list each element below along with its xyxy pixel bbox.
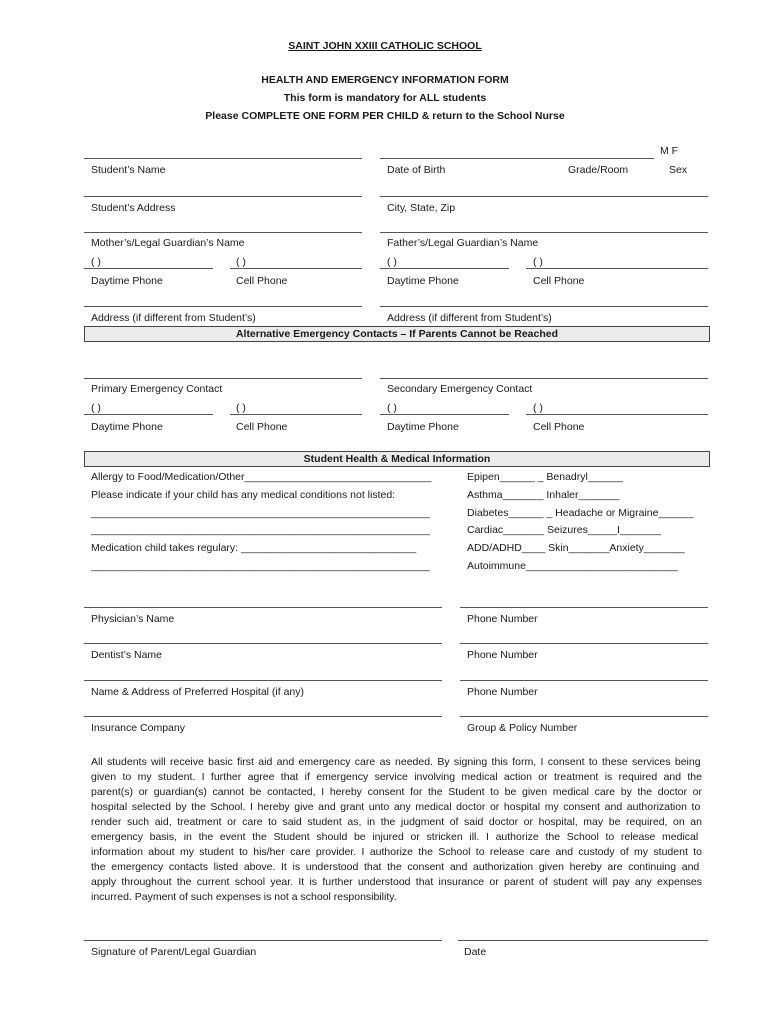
father-label: Father’s/Legal Guardian’s Name	[387, 237, 539, 249]
consent-line: the emergency contacts listed above. It is understood that the consent and authorization given hereby are continuing and	[91, 861, 700, 873]
primary-daytime-paren: ( )	[91, 402, 101, 414]
school-name: SAINT JOHN XXIII CATHOLIC SCHOOL	[288, 40, 482, 52]
dentist-label: Dentist’s Name	[91, 649, 162, 661]
secondary-daytime-label: Daytime Phone	[387, 421, 459, 433]
consent-line: incurred. Payment of such expenses is not a school responsibility.	[91, 891, 397, 903]
hospital-field[interactable]	[84, 680, 442, 681]
consent-line: All students will receive basic first aid and emergency care as needed. By signing this form, I consent to these services being	[91, 756, 701, 768]
checklist-diabetes[interactable]: Diabetes______ _ Headache or Migraine______	[467, 507, 694, 519]
mother-cell-phone-field[interactable]	[230, 268, 362, 269]
mandatory-note: This form is mandatory for ALL students	[283, 92, 487, 104]
allergy-field[interactable]: Allergy to Food/Medication/Other________________________________	[91, 471, 432, 483]
primary-cell-phone-field[interactable]	[230, 414, 362, 415]
emergency-section-header: Alternative Emergency Contacts – If Parents Cannot be Reached	[84, 326, 710, 342]
mother-cell-paren: ( )	[236, 256, 246, 268]
mother-name-field[interactable]	[84, 232, 362, 233]
physician-phone-field[interactable]	[460, 607, 708, 608]
father-cell-paren: ( )	[533, 256, 543, 268]
policy-label: Group & Policy Number	[467, 722, 578, 734]
secondary-cell-label: Cell Phone	[533, 421, 585, 433]
secondary-cell-paren: ( )	[533, 402, 543, 414]
city-field[interactable]	[380, 196, 708, 197]
primary-cell-label: Cell Phone	[236, 421, 288, 433]
checklist-epipen[interactable]: Epipen______ _ Benadryl______	[467, 471, 623, 483]
consent-line: parent(s) or guardian(s) cannot be contacted, I hereby consent for the Student to be given medical care by the doctor or	[91, 786, 702, 798]
mother-label: Mother’s/Legal Guardian’s Name	[91, 237, 245, 249]
consent-line: given to my student. I further agree that if emergency service involving medical action or treatment is required and the	[91, 771, 702, 783]
mother-daytime-paren: ( )	[91, 256, 101, 268]
dentist-phone-field[interactable]	[460, 643, 708, 644]
dob-grade-field[interactable]	[380, 158, 654, 159]
conditions-line-1[interactable]: __________________________________________________________	[91, 507, 430, 519]
secondary-daytime-paren: ( )	[387, 402, 397, 414]
primary-daytime-label: Daytime Phone	[91, 421, 163, 433]
secondary-contact-label: Secondary Emergency Contact	[387, 383, 533, 395]
physician-field[interactable]	[84, 607, 442, 608]
father-cell-phone-field[interactable]	[526, 268, 708, 269]
consent-line: render such aid, treatment or care to said student as, in the judgment of said doctor or hospital, may be required, on an	[91, 816, 702, 828]
medication-line-2[interactable]: __________________________________________________________	[91, 560, 430, 572]
checklist-asthma[interactable]: Asthma_______ Inhaler_______	[467, 489, 620, 501]
checklist-autoimmune[interactable]: Autoimmune__________________________	[467, 560, 678, 572]
grade-label: Grade/Room	[568, 164, 629, 176]
insurance-field[interactable]	[84, 716, 442, 717]
mother-cell-label: Cell Phone	[236, 275, 288, 287]
student-address-field[interactable]	[84, 196, 362, 197]
consent-line: emergency basis, in the event the Student should be injured or stricken ill. I authorize the School to release medical	[91, 831, 699, 843]
mother-address-field[interactable]	[84, 306, 362, 307]
primary-daytime-phone-field[interactable]	[84, 414, 213, 415]
consent-line: apply throughout the current school year. It is further understood that insurance or parent of student will pay any expenses	[91, 876, 702, 888]
father-cell-label: Cell Phone	[533, 275, 585, 287]
student-name-field[interactable]	[84, 158, 362, 159]
city-label: City, State, Zip	[387, 202, 456, 214]
father-address-field[interactable]	[380, 306, 708, 307]
secondary-cell-phone-field[interactable]	[526, 414, 708, 415]
conditions-label: Please indicate if your child has any medical conditions not listed:	[91, 489, 396, 501]
secondary-daytime-phone-field[interactable]	[380, 414, 509, 415]
father-address-label: Address (if different from Student’s)	[387, 312, 552, 324]
primary-contact-label: Primary Emergency Contact	[91, 383, 223, 395]
instructions: Please COMPLETE ONE FORM PER CHILD & return to the School Nurse	[205, 110, 565, 122]
medication-field[interactable]: Medication child takes regulary: ______________________________	[91, 542, 417, 554]
insurance-label: Insurance Company	[91, 722, 185, 734]
consent-line: information about my student to his/her care provider. I authorize the School to release care and custody of my student to	[91, 846, 702, 858]
father-daytime-paren: ( )	[387, 256, 397, 268]
primary-cell-paren: ( )	[236, 402, 246, 414]
sex-options: M F	[660, 145, 679, 157]
checklist-adhd[interactable]: ADD/ADHD____ Skin_______Anxiety_______	[467, 542, 685, 554]
mother-address-label: Address (if different from Student’s)	[91, 312, 256, 324]
signature-field[interactable]	[84, 940, 442, 941]
hospital-label: Name & Address of Preferred Hospital (if any)	[91, 686, 305, 698]
sex-label: Sex	[669, 164, 688, 176]
dob-label: Date of Birth	[387, 164, 446, 176]
father-name-field[interactable]	[380, 232, 708, 233]
father-daytime-label: Daytime Phone	[387, 275, 459, 287]
consent-line: hospital selected by the School. I hereby give and grant unto any medical doctor or hospital my consent and authorization to	[91, 801, 701, 813]
dentist-phone-label: Phone Number	[467, 649, 538, 661]
mother-daytime-label: Daytime Phone	[91, 275, 163, 287]
health-section-header: Student Health & Medical Information	[84, 451, 710, 467]
conditions-line-2[interactable]: __________________________________________________________	[91, 524, 430, 536]
student-name-label: Student’s Name	[91, 164, 166, 176]
form-title: HEALTH AND EMERGENCY INFORMATION FORM	[261, 74, 509, 86]
primary-contact-field[interactable]	[84, 378, 362, 379]
checklist-cardiac[interactable]: Cardiac_______ Seizures_____I_______	[467, 524, 661, 536]
signature-label: Signature of Parent/Legal Guardian	[91, 946, 257, 958]
dentist-field[interactable]	[84, 643, 442, 644]
father-daytime-phone-field[interactable]	[380, 268, 509, 269]
physician-label: Physician’s Name	[91, 613, 175, 625]
secondary-contact-field[interactable]	[380, 378, 708, 379]
mother-daytime-phone-field[interactable]	[84, 268, 213, 269]
student-address-label: Student’s Address	[91, 202, 176, 214]
date-label: Date	[464, 946, 487, 958]
date-field[interactable]	[458, 940, 708, 941]
physician-phone-label: Phone Number	[467, 613, 538, 625]
policy-field[interactable]	[460, 716, 708, 717]
hospital-phone-field[interactable]	[460, 680, 708, 681]
hospital-phone-label: Phone Number	[467, 686, 538, 698]
